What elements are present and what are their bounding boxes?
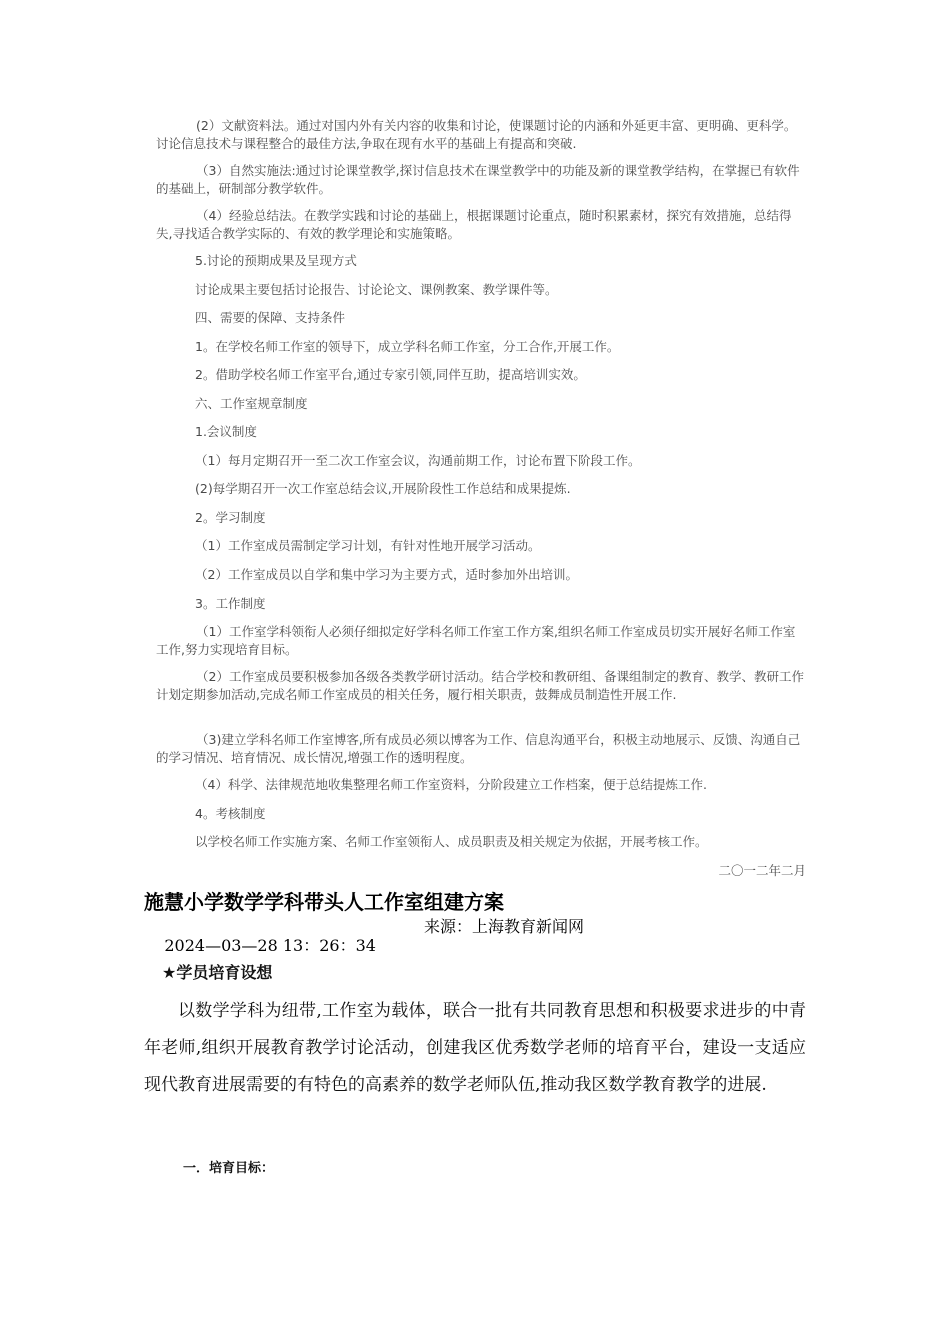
- paragraph-assessment-heading: 4。考核制度: [195, 806, 266, 821]
- paragraph-rules-heading: 六、工作室规章制度: [195, 396, 308, 411]
- paragraph-support-2: 2。借助学校名师工作室平台,通过专家引领,同伴互助，提高培训实效。: [195, 367, 586, 382]
- article-datetime: 2024—03—28 13：26：34: [164, 936, 376, 955]
- paragraph-work-3: （3)建立学科名师工作室博客,所有成员必须以博客为工作、信息沟通平台，积极主动地展示、反馈、沟通自己的学习情况、培育情况、成长情况,增强工作的透明程度。: [156, 732, 801, 765]
- paragraph-work-1: （1）工作室学科领衔人必须仔细拟定好学科名师工作室工作方案,组织名师工作室成员切实开展好名师工作室工作,努力实现培育目标。: [156, 624, 796, 657]
- paragraph-work-2: （2）工作室成员要积极参加各级各类教学研讨活动。结合学校和教研组、备课组制定的教育、教学、教研工作计划定期参加活动,完成名师工作室成员的相关任务，履行相关职责，鼓舞成员制造性开展工作.: [156, 669, 804, 702]
- paragraph-meeting-1: （1）每月定期召开一至二次工作室会议，沟通前期工作，讨论布置下阶段工作。: [195, 453, 641, 468]
- article-source: 来源：上海教育新闻网: [424, 917, 585, 936]
- paragraph-work-heading: 3。工作制度: [195, 596, 266, 611]
- paragraph-support-heading: 四、需要的保障、支持条件: [195, 310, 346, 325]
- paragraph-expected-results-heading: 5.讨论的预期成果及呈现方式: [195, 253, 357, 268]
- paragraph-literature-method: (2）文献资料法。通过对国内外有关内容的收集和讨论，使课题讨论的内涵和外延更丰富、更明确、更科学。讨论信息技术与课程整合的最佳方法,争取在现有水平的基础上有提高和突破.: [156, 118, 797, 151]
- paragraph-expected-results: 讨论成果主要包括讨论报告、讨论论文、课例教案、教学课件等。: [195, 282, 558, 297]
- article-body: 以数学学科为纽带,工作室为载体，联合一批有共同教育思想和积极要求进步的中青年老师,组织开展教育教学讨论活动，创建我区优秀数学老师的培育平台，建设一支适应现代教育进展需要的有特色的高素养的数学老师队伍,推动我区数学教育教学的进展.: [144, 1001, 806, 1095]
- paragraph-experience-method: （4）经验总结法。在教学实践和讨论的基础上，根据课题讨论重点，随时积累素材，探究有效措施，总结得失,寻找适合教学实际的、有效的教学理论和实施策略。: [156, 208, 792, 241]
- paragraph-work-4: （4）科学、法律规范地收集整理名师工作室资料，分阶段建立工作档案，便于总结提炼工作.: [195, 777, 707, 792]
- paragraph-study-2: （2）工作室成员以自学和集中学习为主要方式，适时参加外出培训。: [195, 567, 578, 582]
- paragraph-meeting-heading: 1.会议制度: [195, 424, 257, 439]
- paragraph-natural-method: （3）自然实施法:通过讨论课堂教学,探讨信息技术在课堂教学中的功能及新的课堂教学结构，在掌握已有软件的基础上，研制部分教学软件。: [156, 163, 800, 196]
- paragraph-study-heading: 2。学习制度: [195, 510, 266, 525]
- paragraph-study-1: （1）工作室成员需制定学习计划，有针对性地开展学习活动。: [195, 538, 541, 553]
- paragraph-assessment: 以学校名师工作实施方案、名师工作室领衔人、成员职责及相关规定为依据，开展考核工作。: [195, 834, 708, 849]
- article-title: 施慧小学数学学科带头人工作室组建方案: [144, 890, 504, 914]
- paragraph-support-1: 1。在学校名师工作室的领导下，成立学科名师工作室，分工合作,开展工作。: [195, 339, 620, 354]
- subheading-training-goals: 一．培育目标：: [183, 1161, 275, 1176]
- paragraph-meeting-2: (2)每学期召开一次工作室总结会议,开展阶段性工作总结和成果提炼.: [195, 481, 571, 496]
- document-date: 二〇一二年二月: [718, 863, 806, 878]
- section-heading: ★学员培育设想: [162, 963, 273, 982]
